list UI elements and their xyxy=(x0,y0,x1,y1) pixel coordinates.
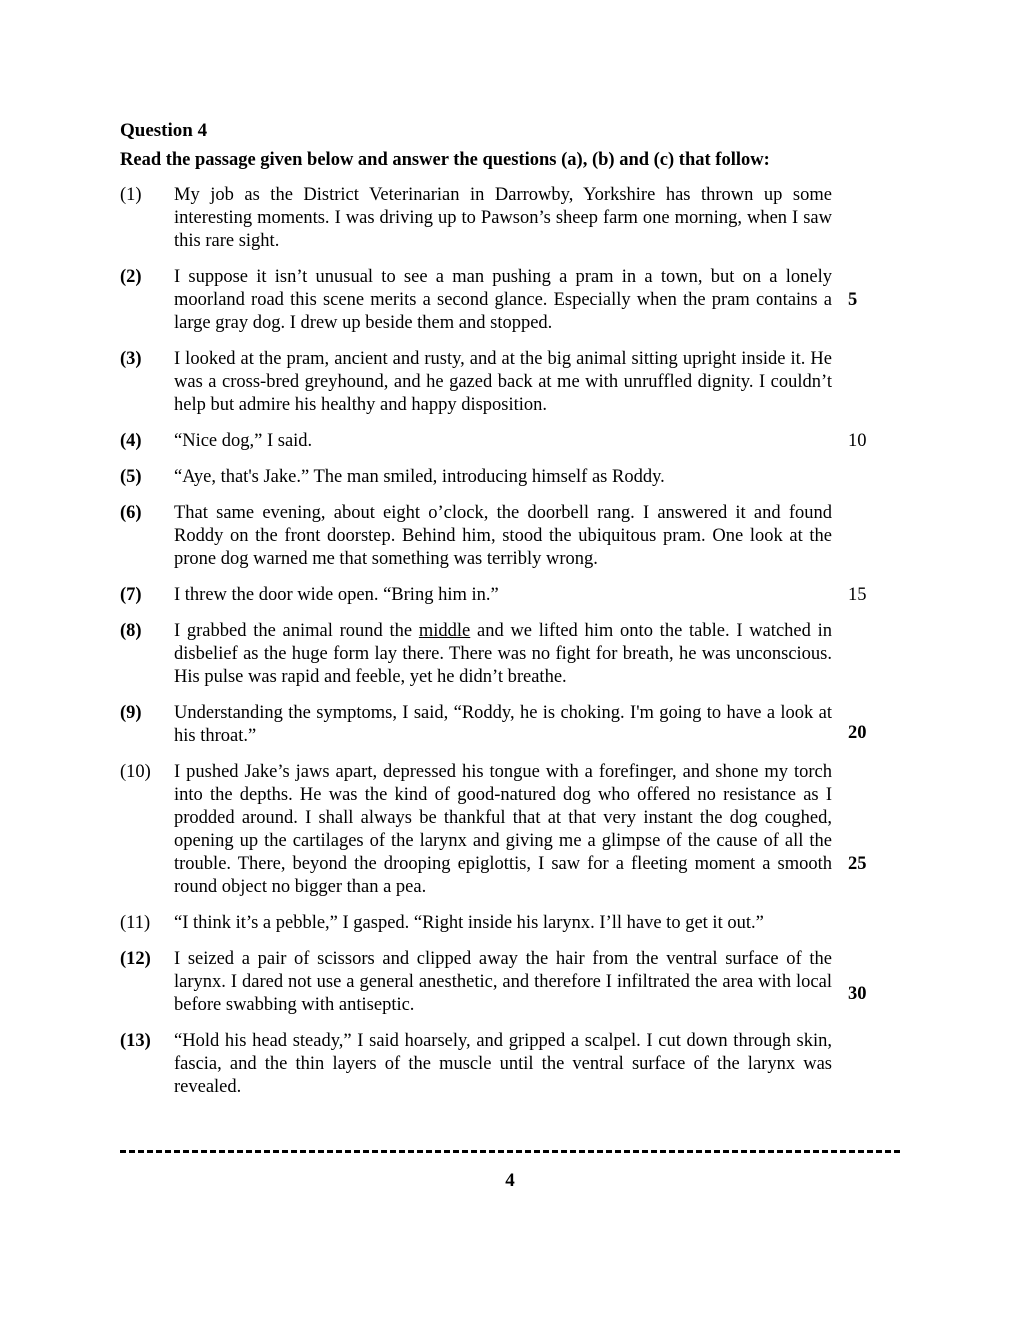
paragraph-number: (10) xyxy=(120,762,151,782)
footer-dashed-rule xyxy=(120,1150,900,1153)
line-number-marker: 30 xyxy=(848,984,867,1004)
question-instruction: Read the passage given below and answer the questions (a), (b) and (c) that follow: xyxy=(120,150,770,170)
paragraph-6 xyxy=(120,502,832,571)
paragraph-number: (7) xyxy=(120,585,142,605)
paragraph-text: “Nice dog,” I said. xyxy=(174,431,313,451)
paragraph-text: “Hold his head steady,” I said hoarsely, and gripped a scalpel. I cut down through skin, fascia, and the thin layers of the muscle until the ventral surface of the larynx was revealed. xyxy=(174,1031,832,1097)
paragraph-1 xyxy=(120,184,832,253)
paragraph-3 xyxy=(120,348,832,417)
paragraph-9 xyxy=(120,702,867,748)
paragraph-text: I suppose it isn’t unusual to see a man pushing a pram in a town, but on a lonely moorland road this scene merits a second glance. Especially when the pram contains a large gray dog. I drew up beside them and stopped. xyxy=(174,267,832,333)
paragraph-number: (11) xyxy=(120,913,151,933)
paragraph-number: (3) xyxy=(120,349,142,369)
paragraph-2 xyxy=(120,266,858,335)
paragraph-8 xyxy=(120,620,832,689)
line-number-marker: 15 xyxy=(848,585,867,605)
paragraph-text xyxy=(174,620,832,689)
paragraph-text-after: and we lifted him onto the table. I watched in disbelief as the huge form lay there. There was no fight for breath, he was unconscious. His pulse was rapid and feeble, yet he didn’t breathe. xyxy=(174,621,832,687)
paragraph-12 xyxy=(120,948,867,1017)
paragraph-7 xyxy=(120,584,867,607)
paragraph-11 xyxy=(120,912,832,935)
paragraph-number: (9) xyxy=(120,703,142,723)
paragraph-text: I pushed Jake’s jaws apart, depressed his tongue with a forefinger, and shone my torch into the depths. He was the kind of good-natured dog who offered no resistance as I prodded around. I shall always be thankful that at that very instant the dog coughed, opening up the cartilages of the larynx and giving me a glimpse of the cause of all the trouble. There, beyond the drooping epiglottis, I saw for a fleeting moment a smooth round object no bigger than a pea. xyxy=(174,762,832,897)
paragraph-number: (6) xyxy=(120,503,142,523)
question-title: Question 4 xyxy=(120,120,208,141)
page-number: 4 xyxy=(505,1170,515,1191)
line-number-marker: 10 xyxy=(848,431,867,451)
line-number-marker: 20 xyxy=(848,723,867,743)
underlined-word: middle xyxy=(418,621,471,641)
paragraph-4 xyxy=(120,430,867,453)
paragraph-number: (5) xyxy=(120,467,142,487)
exam-page xyxy=(120,119,867,1112)
paragraph-text: “I think it’s a pebble,” I gasped. “Right inside his larynx. I’ll have to get it out.” xyxy=(174,913,764,933)
line-number-marker: 25 xyxy=(848,854,867,874)
paragraph-number: (4) xyxy=(120,431,142,451)
paragraph-10 xyxy=(120,761,867,899)
paragraph-number: (12) xyxy=(120,949,151,969)
paragraph-text: “Aye, that's Jake.” The man smiled, introducing himself as Roddy. xyxy=(174,467,665,487)
paragraph-number: (2) xyxy=(120,267,142,287)
paragraph-text: I looked at the pram, ancient and rusty, and at the big animal sitting upright inside it. He was a cross-bred greyhound, and he gazed back at me with unruffled dignity. I couldn’t help but admire his healthy and happy disposition. xyxy=(174,349,832,415)
paragraph-text: That same evening, about eight o’clock, the doorbell rang. I answered it and found Roddy on the front doorstep. Behind him, stood the ubiquitous pram. One look at the prone dog warned me that something was terribly wrong. xyxy=(174,503,832,569)
line-number-marker: 5 xyxy=(848,290,858,310)
paragraph-text: Understanding the symptoms, I said, “Roddy, he is choking. I'm going to have a look at his throat.” xyxy=(174,703,832,746)
paragraph-number: (8) xyxy=(120,621,142,641)
paragraph-text: I threw the door wide open. “Bring him in.” xyxy=(174,585,499,605)
paragraph-5 xyxy=(120,466,832,489)
paragraph-text-before: I grabbed the animal round the xyxy=(174,621,419,641)
paragraph-13 xyxy=(120,1030,832,1099)
paragraph-number: (13) xyxy=(120,1031,151,1051)
paragraph-text: My job as the District Veterinarian in Darrowby, Yorkshire has thrown up some interesting moments. I was driving up to Pawson’s sheep farm one morning, when I saw this rare sight. xyxy=(174,185,832,251)
paragraph-number: (1) xyxy=(120,185,142,205)
paragraph-text: I seized a pair of scissors and clipped away the hair from the ventral surface of the larynx. I dared not use a general anesthetic, and therefore I infiltrated the area with local before swabbing with antiseptic. xyxy=(174,949,832,1015)
